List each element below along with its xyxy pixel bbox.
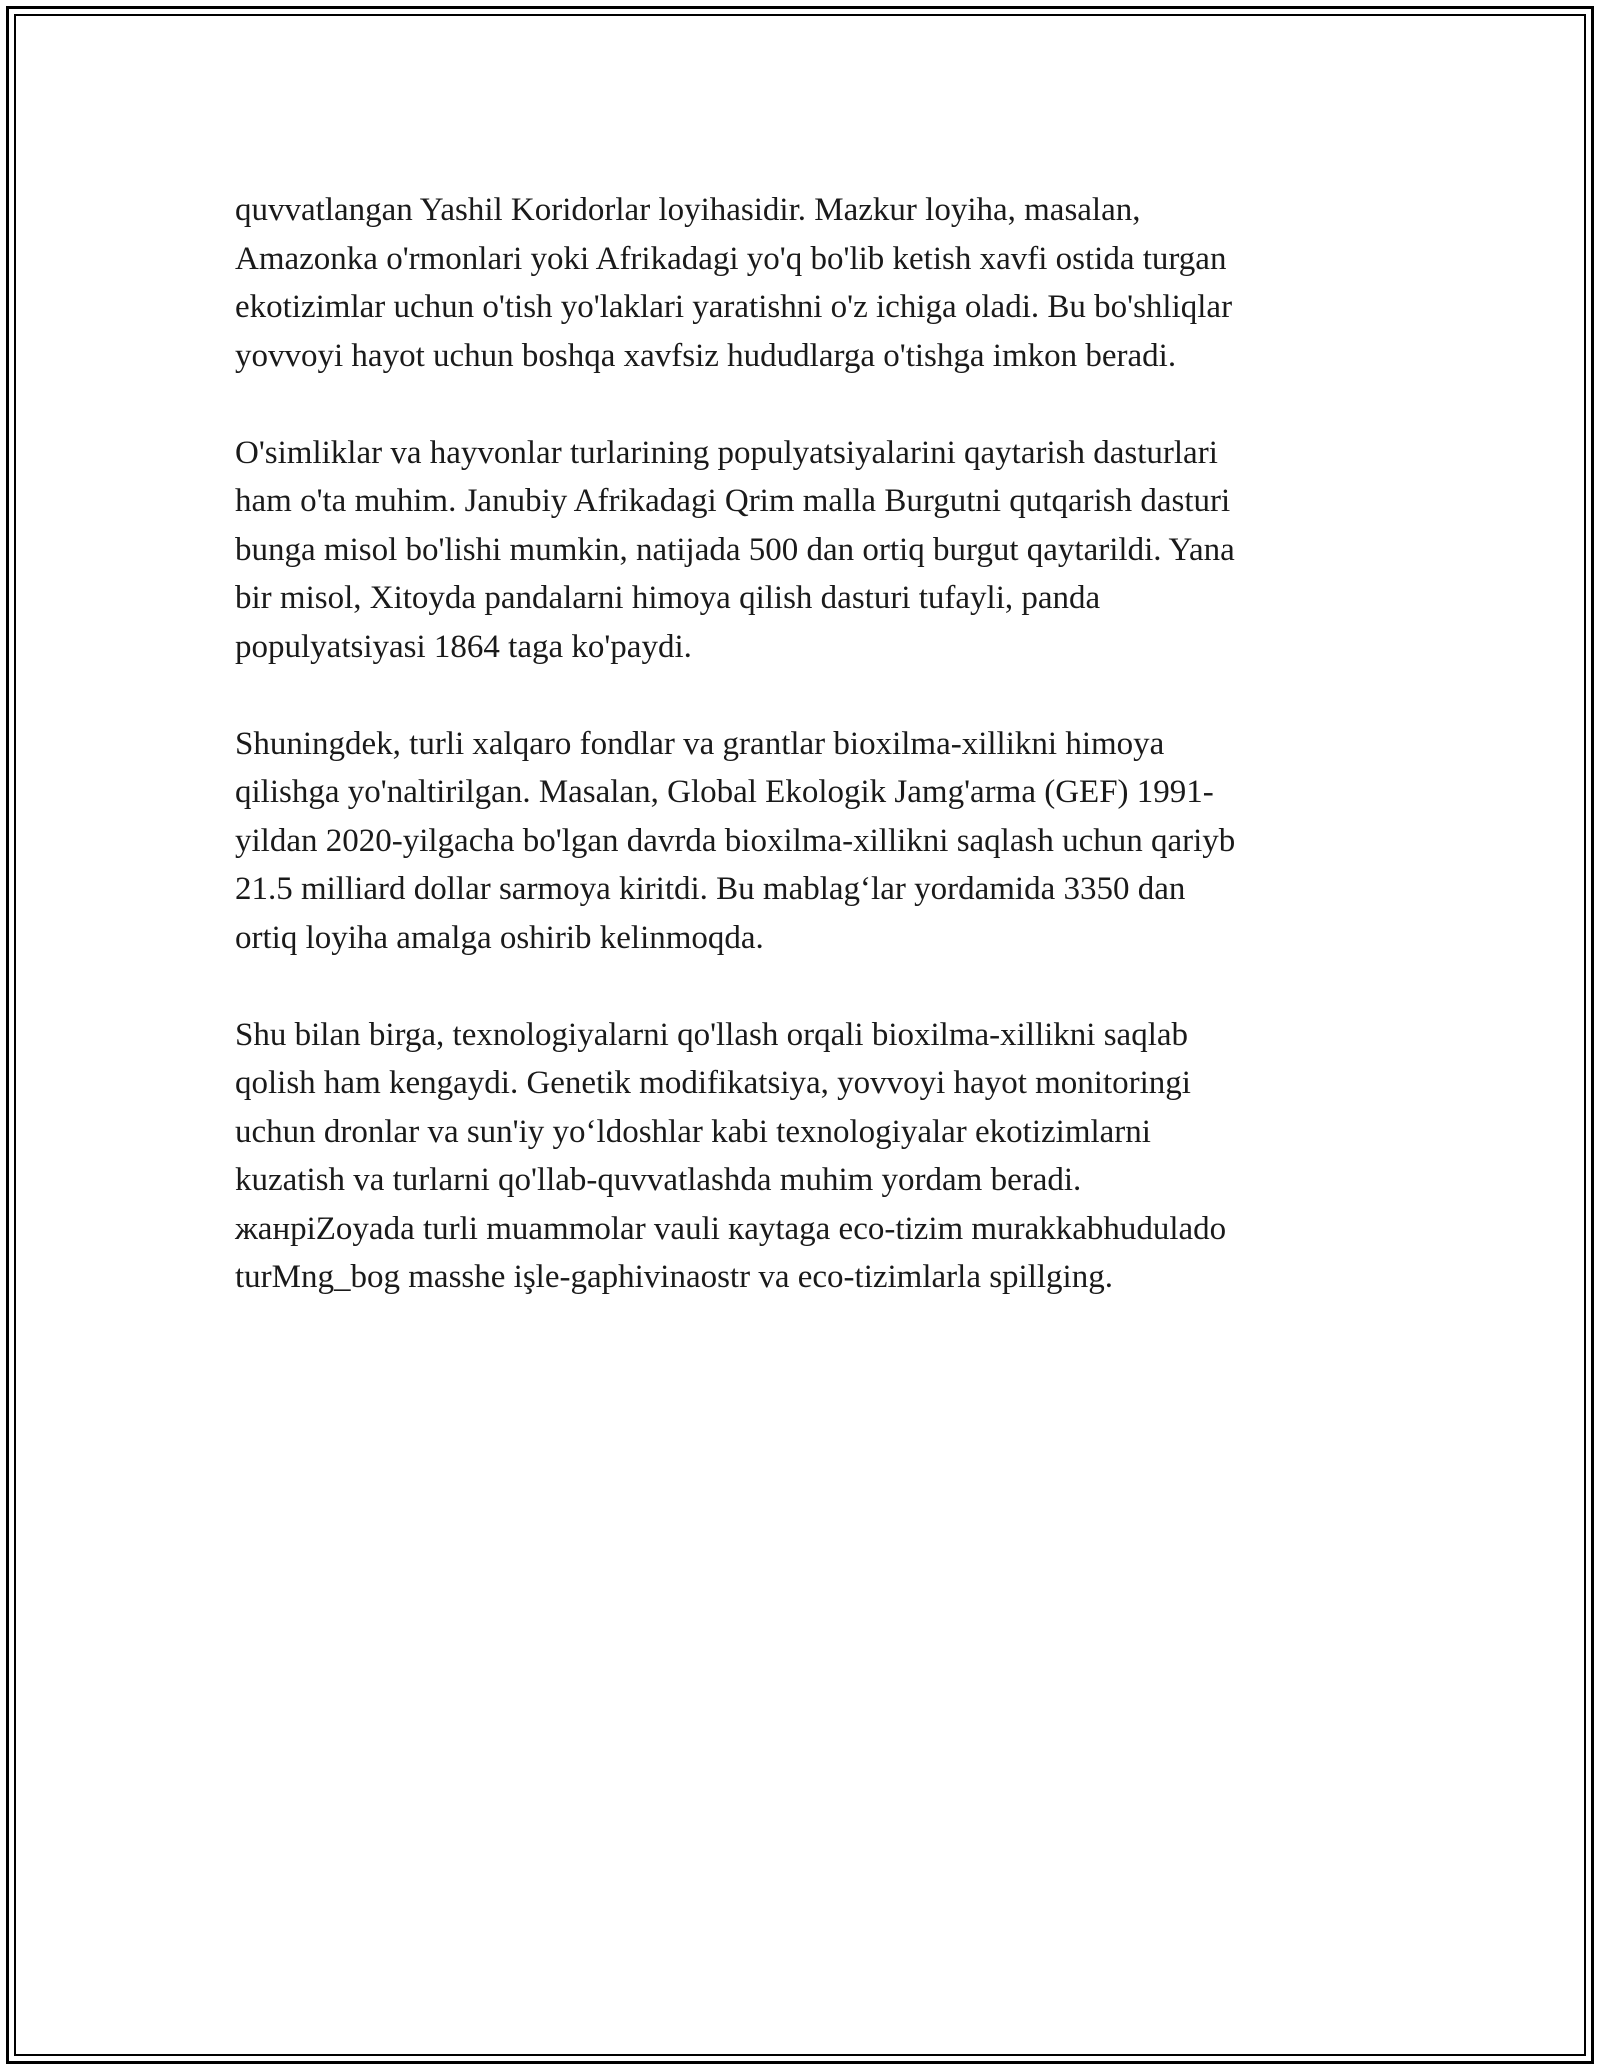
document-body	[235, 186, 1365, 1350]
text-line: O'simliklar va hayvonlar turlarining populyatsiyalarini qaytarish dasturlari	[235, 434, 1218, 471]
text-line: yildan 2020-yilgacha bo'lgan davrda bioxilma-xillikni saqlash uchun qariyb	[235, 822, 1236, 859]
text-line: quvvatlangan Yashil Koridorlar loyihasidir. Mazkur loyiha, masalan,	[235, 192, 1141, 228]
paragraph-3	[235, 720, 1365, 963]
paragraph-1	[235, 186, 1365, 380]
text-line: yovvoyi hayot uchun boshqa xavfsiz hududlarga o'tishga imkon beradi.	[235, 337, 1177, 374]
text-line: Amazonka o'rmonlari yoki Afrikadagi yo'q bo'lib ketish xavfi ostida turgan	[235, 240, 1227, 277]
text-line: Shuningdek, turli xalqaro fondlar va grantlar bioxilma-xillikni himoya	[235, 725, 1165, 762]
paragraph-4	[235, 1011, 1365, 1302]
text-line: ekotizimlar uchun o'tish yo'laklari yaratishni o'z ichiga oladi. Bu bo'shliqlar	[235, 289, 1233, 325]
text-line: bir misol, Xitoyda pandalarni himoya qilish dasturi tufayli, panda	[235, 580, 1101, 616]
text-line: turMng_bog masshe işle-gaphivinaostr va eco-tizimlarla spillging.	[235, 1259, 1113, 1295]
text-line: uchun dronlar va sun'iy yo‘ldoshlar kabi texnologiyalar ekotizimlarni	[235, 1113, 1151, 1150]
text-line: populyatsiyasi 1864 taga ko'paydi.	[235, 628, 692, 665]
text-line: kuzatish va turlarni qo'llab-quvvatlashda muhim yordam beradi.	[235, 1162, 1082, 1198]
text-line: ham o'ta muhim. Janubiy Afrikadagi Qrim malla Burgutni qutqarish dasturi	[235, 483, 1231, 519]
text-line: Shu bilan birga, texnologiyalarni qo'llash orqali bioxilma-xillikni saqlab	[235, 1016, 1189, 1053]
text-line: 21.5 milliard dollar sarmoya kiritdi. Bu mablag‘lar yordamida 3350 dan	[235, 871, 1186, 907]
paragraph-2	[235, 429, 1365, 672]
text-line: жанрiZoyada turli muammolar vauli кaytaga eco-tizim murakkabhudulado	[235, 1210, 1227, 1247]
text-line: qolish ham kengaydi. Genetik modifikatsiya, yovvoyi hayot monitoringi	[235, 1065, 1191, 1101]
text-line: ortiq loyiha amalga oshirib kelinmoqda.	[235, 919, 764, 956]
text-line: bunga misol bo'lishi mumkin, natijada 500 dan ortiq burgut qaytarildi. Yana	[235, 531, 1235, 568]
text-line: qilishga yo'naltirilgan. Masalan, Global Ekologik Jamg'arma (GEF) 1991-	[235, 774, 1214, 810]
